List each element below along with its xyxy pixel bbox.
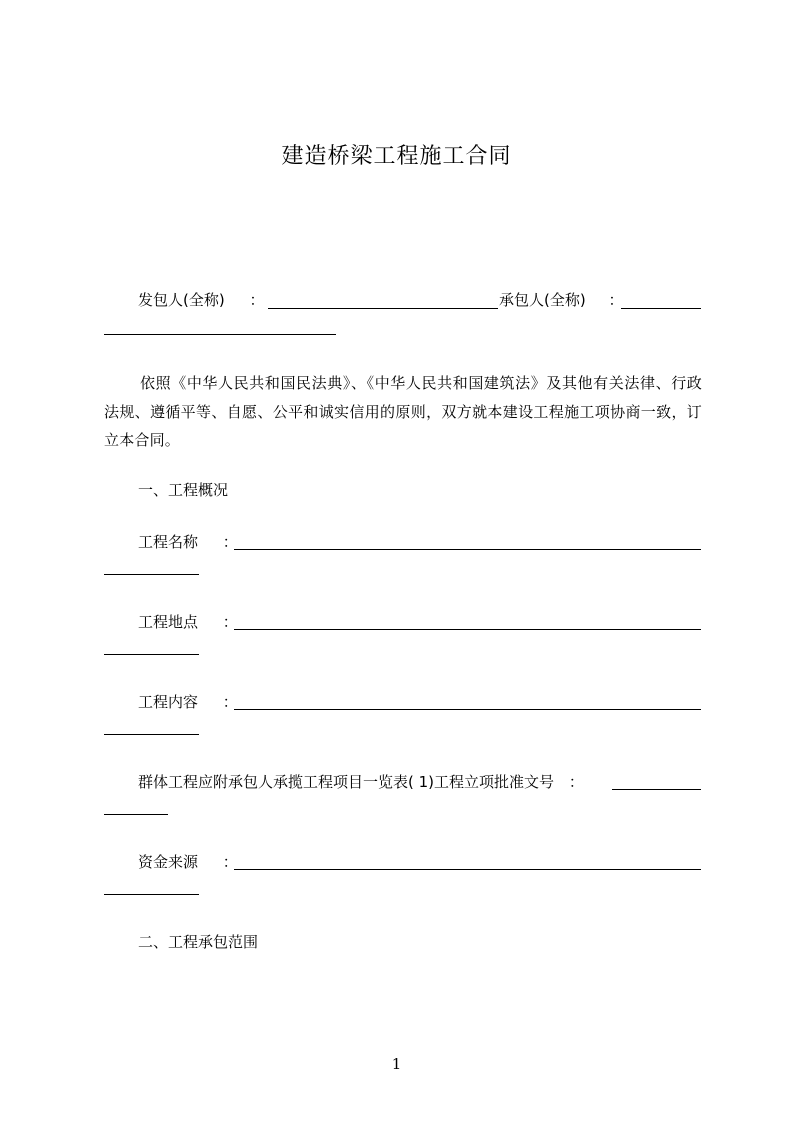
project-location-fill-line-cont <box>104 654 199 655</box>
funding-source-label: 资金来源 <box>138 853 199 871</box>
employer-colon: ： <box>249 291 265 309</box>
funding-source-field <box>138 852 238 872</box>
project-location-colon: ： <box>222 613 238 631</box>
project-name-label: 工程名称 <box>138 533 199 551</box>
project-location-label: 工程地点 <box>138 613 199 631</box>
project-location-fill-line <box>234 629 701 630</box>
section1-heading: 一、工程概况 <box>138 481 229 499</box>
approval-number-label: 群体工程应附承包人承揽工程项目一览表( 1)工程立项批准文号 <box>138 773 555 791</box>
section2-heading: 二、工程承包范围 <box>138 933 259 951</box>
project-name-colon: ： <box>222 533 238 551</box>
project-content-field <box>138 692 238 712</box>
project-name-fill-line-cont <box>104 574 199 575</box>
approval-number-colon: ： <box>568 773 584 791</box>
funding-source-fill-line <box>234 869 701 870</box>
project-content-label: 工程内容 <box>138 693 199 711</box>
page-number: 1 <box>391 1055 402 1073</box>
funding-source-colon: ： <box>222 853 238 871</box>
approval-number-field <box>138 772 584 792</box>
contractor-label: 承包人(全称) <box>499 291 586 309</box>
intro-paragraph: 依照《中华人民共和国民法典》、《中华人民共和国建筑法》及其他有关法律、行政法规、遵循平等、自愿、公平和诚实信用的原则，双方就本建设工程施工项协商一致，订立本合同。 <box>104 374 702 449</box>
employer-fill-line <box>268 308 498 309</box>
approval-number-fill-line-cont <box>104 814 168 815</box>
employer-label: 发包人(全称) <box>138 291 225 309</box>
project-content-fill-line-cont <box>104 734 199 735</box>
project-name-fill-line <box>234 549 701 550</box>
project-content-fill-line <box>234 709 701 710</box>
project-name-field <box>138 532 238 552</box>
contractor-colon: ： <box>608 291 624 309</box>
document-title: 建造桥梁工程施工合同 <box>281 144 512 169</box>
contractor-fill-line <box>621 308 701 309</box>
employer-label-group <box>138 290 265 310</box>
project-content-colon: ： <box>222 693 238 711</box>
approval-number-fill-line <box>612 789 701 790</box>
funding-source-fill-line-cont <box>104 894 199 895</box>
contractor-label-group <box>499 290 624 310</box>
project-location-field <box>138 612 238 632</box>
contractor-fill-line-cont <box>104 334 336 335</box>
